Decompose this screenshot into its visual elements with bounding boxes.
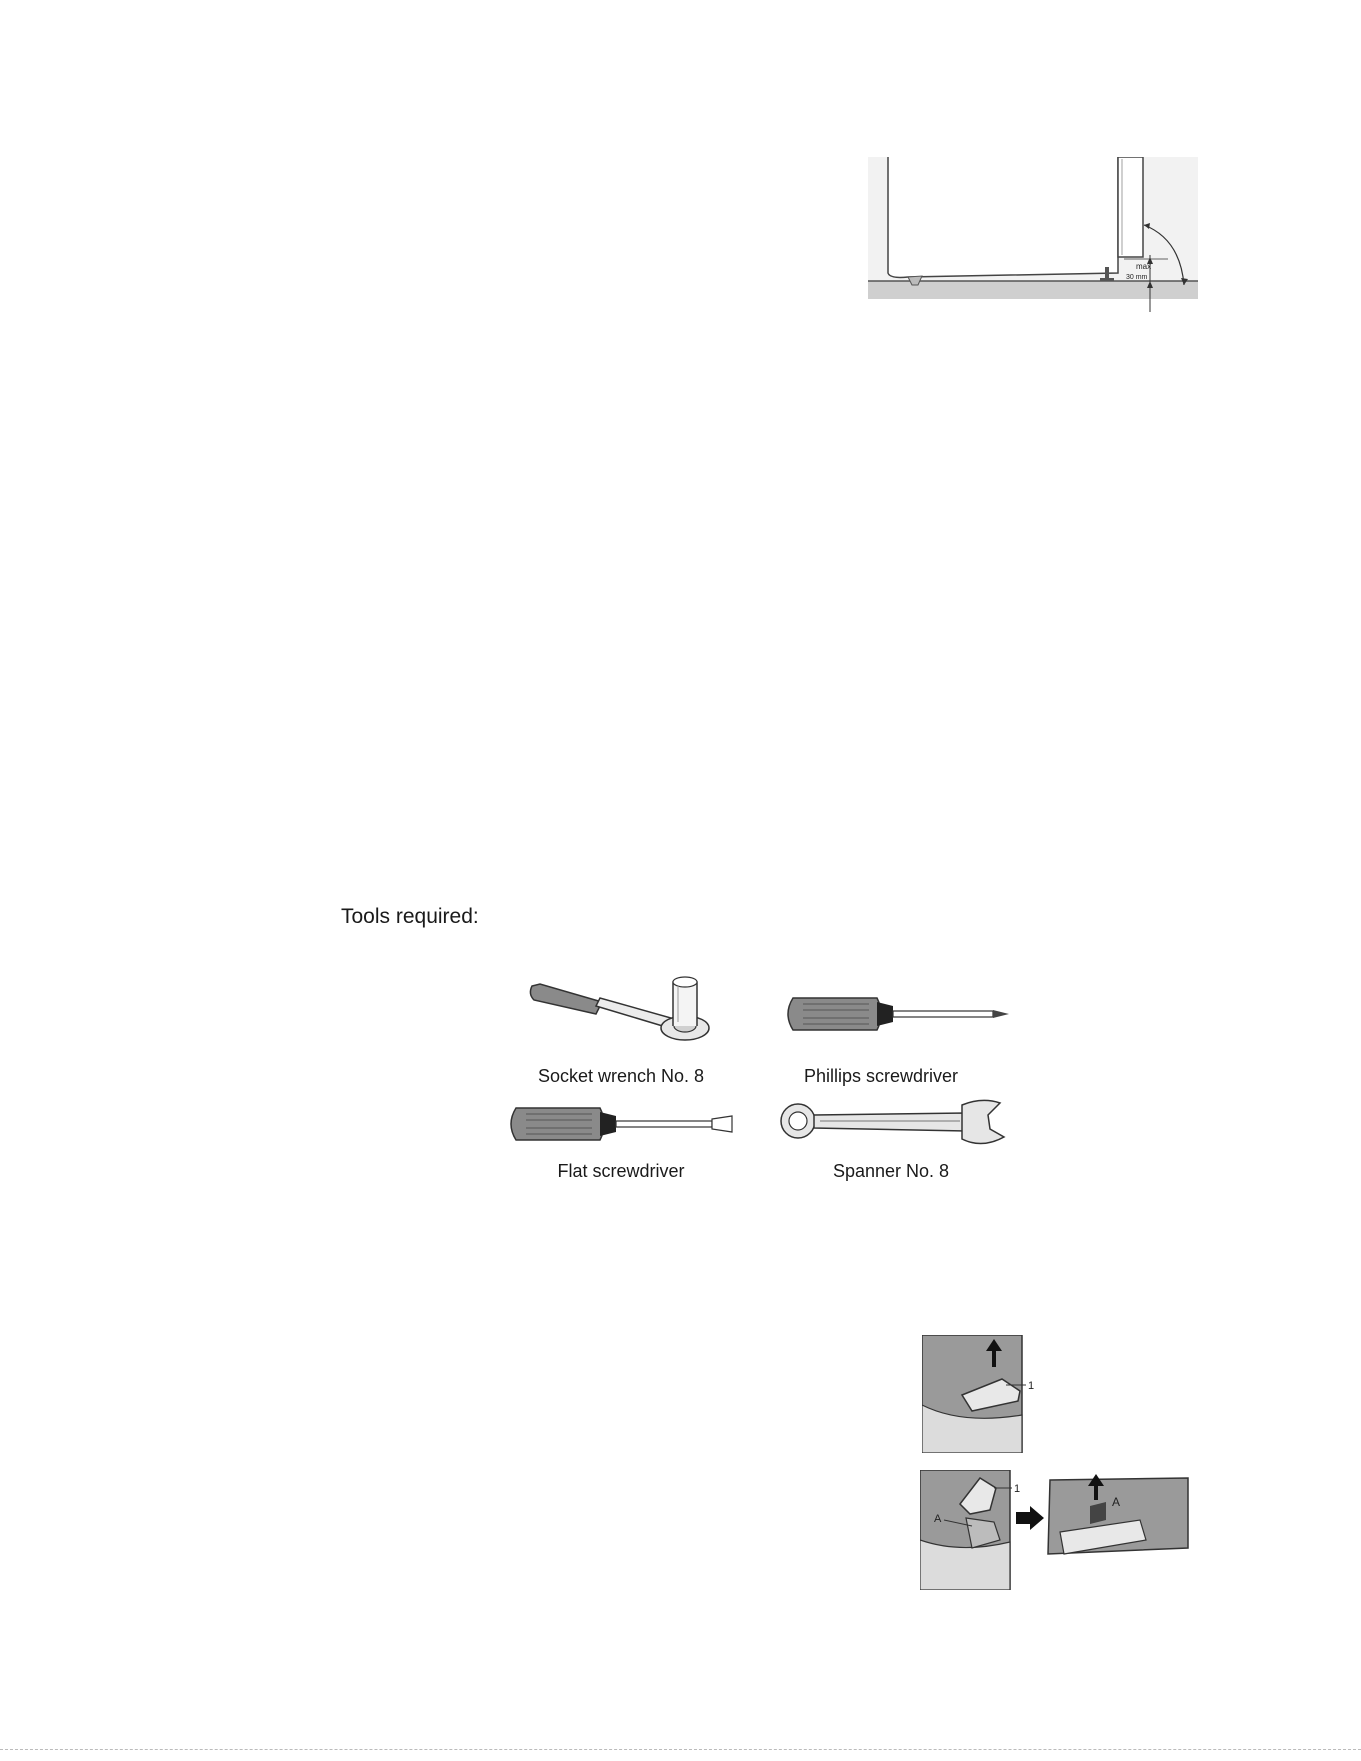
gap-label: 30 mm <box>1126 274 1148 281</box>
hinge-removal-figure <box>920 1470 1190 1590</box>
max-label: max <box>1136 262 1152 271</box>
phillips-screwdriver-icon <box>781 990 1013 1038</box>
callout-a-right: A <box>1112 1495 1121 1509</box>
spanner-icon <box>776 1097 1008 1149</box>
callout-1-lower: 1 <box>1014 1483 1021 1495</box>
spanner-label: Spanner No. 8 <box>832 1161 950 1181</box>
callout-a-left: A <box>934 1513 942 1525</box>
socket-wrench-icon <box>526 972 726 1050</box>
hinge-cover-figure <box>922 1335 1062 1453</box>
socket-wrench-label: Socket wrench No. 8 <box>537 1066 705 1086</box>
flat-screwdriver-icon <box>504 1100 736 1148</box>
tools-heading: Tools required: <box>341 905 479 928</box>
door-clearance-figure <box>868 157 1198 317</box>
phillips-screwdriver-label: Phillips screwdriver <box>803 1066 959 1086</box>
flat-screwdriver-label: Flat screwdriver <box>557 1161 685 1181</box>
callout-1: 1 <box>1028 1380 1035 1392</box>
page-bottom-rule <box>0 1749 1361 1750</box>
